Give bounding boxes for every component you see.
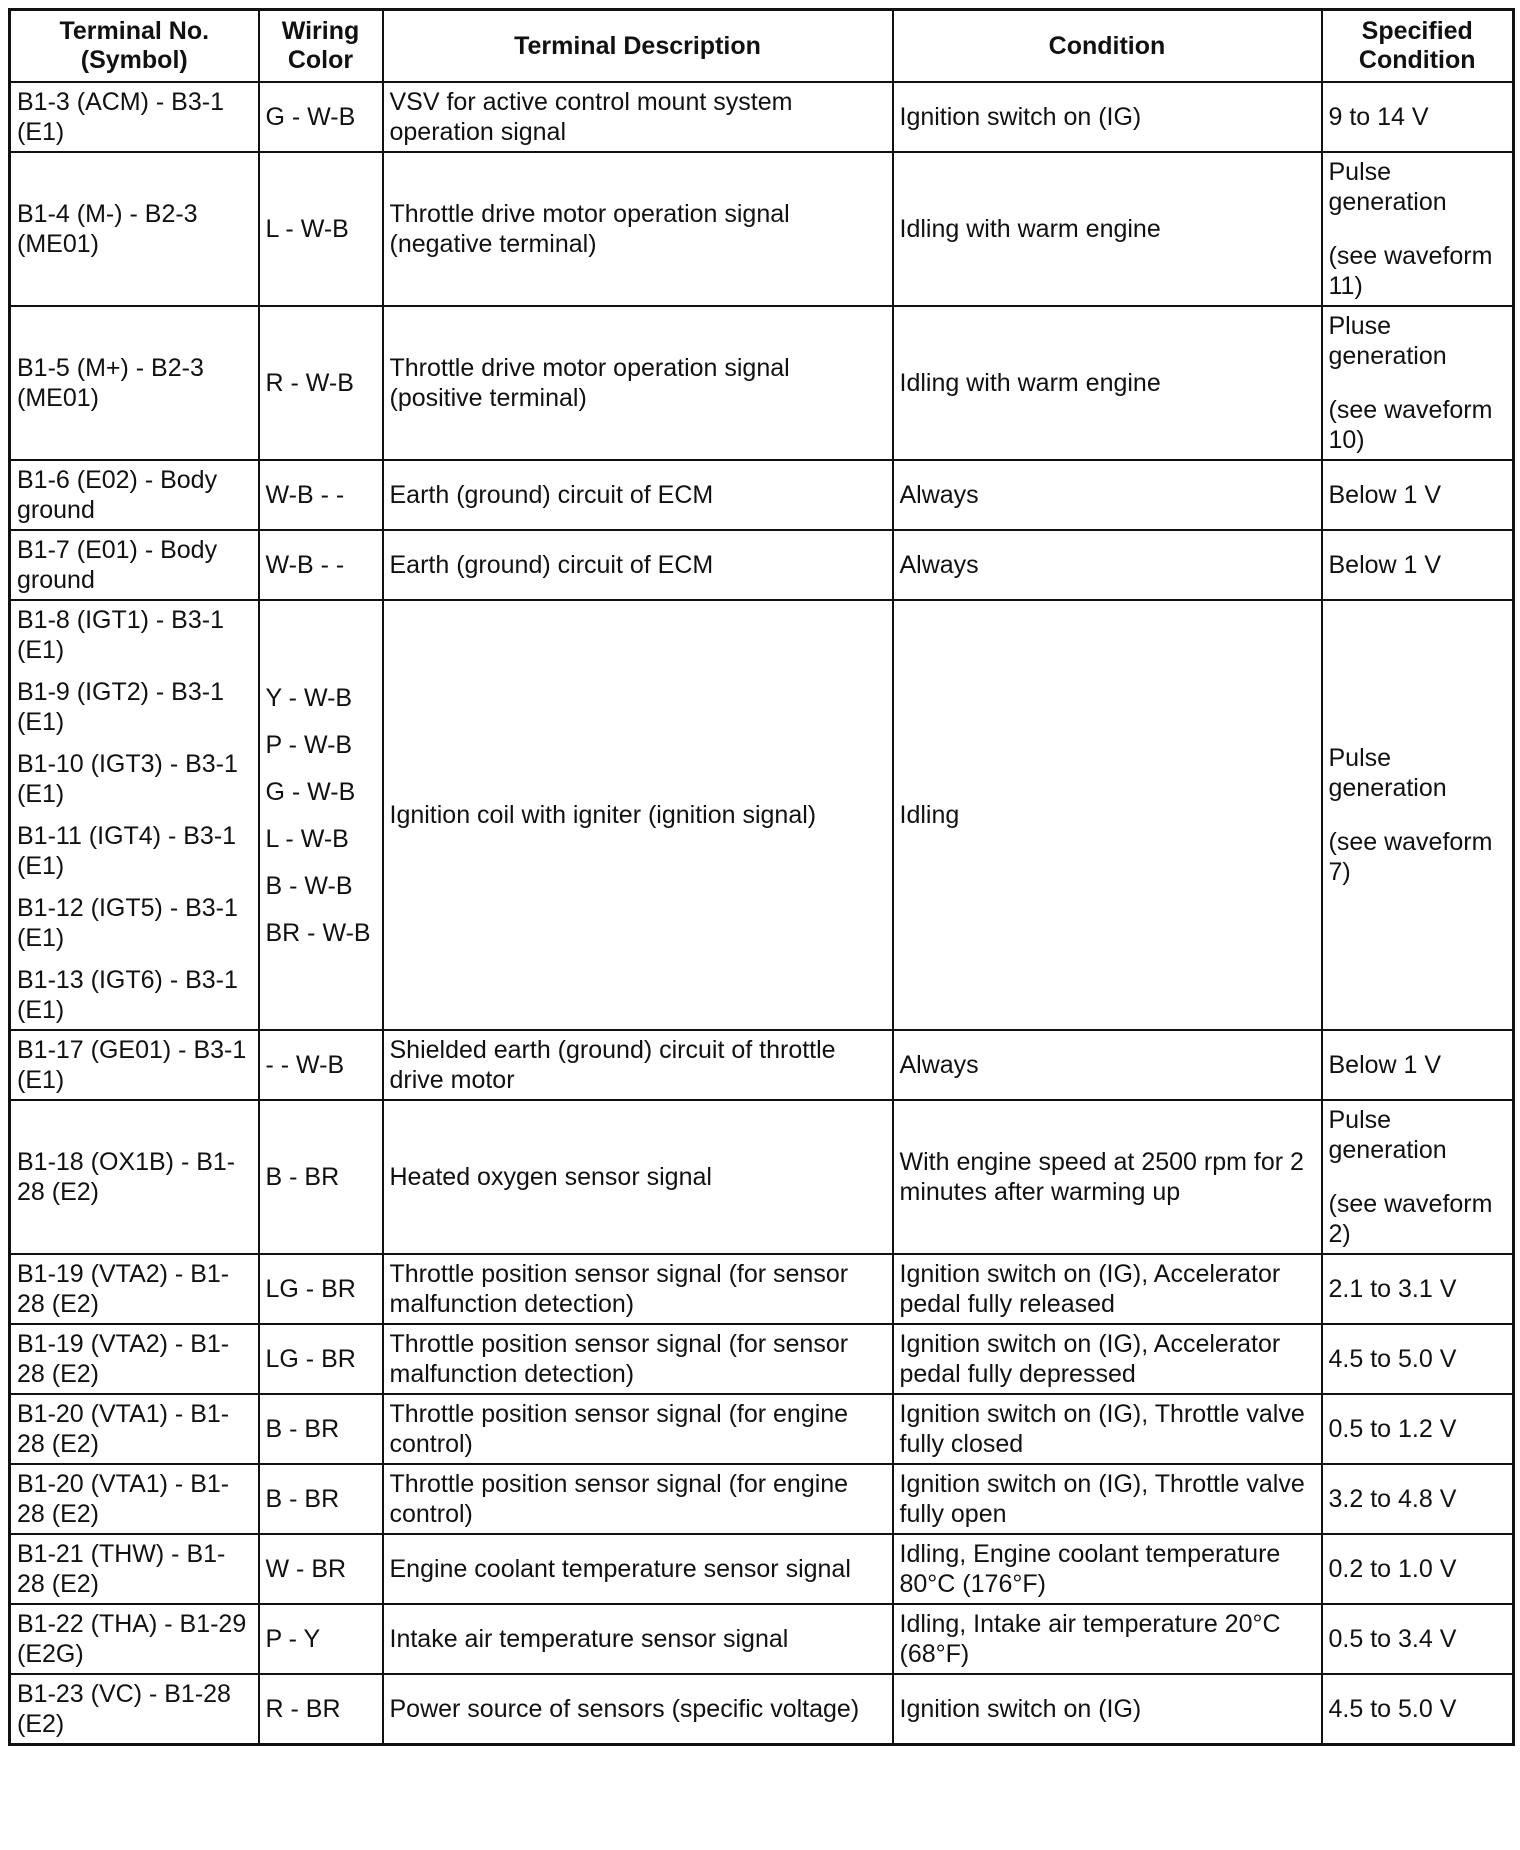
terminal-line: B1-13 (IGT6) - B3-1 (E1) <box>17 966 238 1024</box>
cell-wiring-color: LG - BR <box>259 1324 383 1394</box>
cell-description: Throttle drive motor operation signal (negative terminal) <box>383 152 893 306</box>
cell-terminal-group <box>10 600 259 1030</box>
cell-condition: Idling, Intake air temperature 20°C (68°F) <box>893 1604 1322 1674</box>
terminal-line: B1-9 (IGT2) - B3-1 (E1) <box>17 678 224 736</box>
table-row <box>10 1534 1514 1604</box>
cell-description: Power source of sensors (specific voltage) <box>383 1674 893 1745</box>
header-terminal-no-line1: Terminal No. <box>59 17 210 45</box>
cell-description: Throttle drive motor operation signal (positive terminal) <box>383 306 893 460</box>
cell-terminal: B1-20 (VTA1) - B1-28 (E2) <box>10 1464 259 1534</box>
terminal-line: B1-10 (IGT3) - B3-1 (E1) <box>17 750 238 808</box>
cell-specified: 0.5 to 3.4 V <box>1322 1604 1514 1674</box>
cell-description: Ignition coil with igniter (ignition signal) <box>383 600 893 1030</box>
cell-description: Shielded earth (ground) circuit of throttle drive motor <box>383 1030 893 1100</box>
cell-description: Intake air temperature sensor signal <box>383 1604 893 1674</box>
header-terminal-no-line2: (Symbol) <box>80 46 188 74</box>
table-row <box>10 530 1514 600</box>
cell-condition: With engine speed at 2500 rpm for 2 minutes after warming up <box>893 1100 1322 1254</box>
cell-terminal: B1-17 (GE01) - B3-1 (E1) <box>10 1030 259 1100</box>
specified-line: Pluse generation <box>1328 312 1447 370</box>
table-row <box>10 460 1514 530</box>
table-row <box>10 1324 1514 1394</box>
wiring-line: P - W-B <box>265 730 353 759</box>
cell-description: Earth (ground) circuit of ECM <box>383 460 893 530</box>
header-specified-condition-line2: Condition <box>1358 46 1476 74</box>
cell-condition: Idling with warm engine <box>893 306 1322 460</box>
specified-waveform-ref: (see waveform 2) <box>1328 1190 1493 1248</box>
cell-terminal: B1-20 (VTA1) - B1-28 (E2) <box>10 1394 259 1464</box>
table-row <box>10 152 1514 306</box>
cell-condition: Ignition switch on (IG), Throttle valve fully closed <box>893 1394 1322 1464</box>
cell-specified <box>1322 600 1514 1030</box>
cell-description: VSV for active control mount system operation signal <box>383 82 893 152</box>
cell-terminal: B1-19 (VTA2) - B1-28 (E2) <box>10 1324 259 1394</box>
specified-line: Pulse generation <box>1328 744 1447 802</box>
wiring-line: BR - W-B <box>265 918 371 947</box>
cell-terminal: B1-7 (E01) - Body ground <box>10 530 259 600</box>
cell-terminal: B1-3 (ACM) - B3-1 (E1) <box>10 82 259 152</box>
terminal-line: B1-12 (IGT5) - B3-1 (E1) <box>17 894 238 952</box>
cell-terminal: B1-6 (E02) - Body ground <box>10 460 259 530</box>
cell-terminal: B1-4 (M-) - B2-3 (ME01) <box>10 152 259 306</box>
cell-specified: Below 1 V <box>1322 460 1514 530</box>
cell-specified <box>1322 152 1514 306</box>
cell-specified <box>1322 306 1514 460</box>
specified-waveform-ref: (see waveform 10) <box>1328 396 1493 454</box>
cell-specified: 4.5 to 5.0 V <box>1322 1324 1514 1394</box>
ecm-terminal-table <box>8 8 1515 1746</box>
cell-terminal: B1-19 (VTA2) - B1-28 (E2) <box>10 1254 259 1324</box>
table-row <box>10 600 1514 1030</box>
cell-specified <box>1322 1100 1514 1254</box>
cell-wiring-color: R - BR <box>259 1674 383 1745</box>
cell-terminal: B1-21 (THW) - B1-28 (E2) <box>10 1534 259 1604</box>
cell-description: Throttle position sensor signal (for sensor malfunction detection) <box>383 1254 893 1324</box>
table-row <box>10 1030 1514 1100</box>
table-row <box>10 1100 1514 1254</box>
wiring-line: L - W-B <box>265 824 349 853</box>
cell-wiring-color: L - W-B <box>259 152 383 306</box>
table-row <box>10 1464 1514 1534</box>
cell-wiring-color: - - W-B <box>259 1030 383 1100</box>
specified-line: Pulse generation <box>1328 1106 1447 1164</box>
cell-wiring-color: P - Y <box>259 1604 383 1674</box>
specified-waveform-ref: (see waveform 11) <box>1328 242 1493 300</box>
cell-wiring-color: B - BR <box>259 1464 383 1534</box>
cell-condition: Always <box>893 460 1322 530</box>
cell-description: Earth (ground) circuit of ECM <box>383 530 893 600</box>
cell-condition: Ignition switch on (IG), Accelerator pedal fully depressed <box>893 1324 1322 1394</box>
header-specified-condition-line1: Specified <box>1361 17 1473 45</box>
cell-condition: Always <box>893 530 1322 600</box>
table-row <box>10 1674 1514 1745</box>
cell-terminal: B1-23 (VC) - B1-28 (E2) <box>10 1674 259 1745</box>
cell-condition: Idling, Engine coolant temperature 80°C (176°F) <box>893 1534 1322 1604</box>
cell-wiring-color: G - W-B <box>259 82 383 152</box>
cell-wiring-color-group <box>259 600 383 1030</box>
header-specified-condition <box>1322 10 1514 83</box>
cell-wiring-color: LG - BR <box>259 1254 383 1324</box>
cell-condition: Always <box>893 1030 1322 1100</box>
cell-condition: Ignition switch on (IG), Throttle valve fully open <box>893 1464 1322 1534</box>
terminal-table-sheet <box>8 8 1512 1843</box>
cell-description: Engine coolant temperature sensor signal <box>383 1534 893 1604</box>
header-wiring-color-line1: Wiring <box>281 17 360 45</box>
terminal-line: B1-8 (IGT1) - B3-1 (E1) <box>17 606 224 664</box>
wiring-line: Y - W-B <box>265 683 353 712</box>
wiring-line: G - W-B <box>265 777 356 806</box>
cell-description: Heated oxygen sensor signal <box>383 1100 893 1254</box>
cell-description: Throttle position sensor signal (for sensor malfunction detection) <box>383 1324 893 1394</box>
cell-wiring-color: B - BR <box>259 1394 383 1464</box>
cell-wiring-color: W - BR <box>259 1534 383 1604</box>
header-terminal-no <box>10 10 259 83</box>
table-header-row <box>10 10 1514 83</box>
cell-specified: Below 1 V <box>1322 530 1514 600</box>
wiring-line: B - W-B <box>265 871 353 900</box>
cell-wiring-color: W-B - - <box>259 530 383 600</box>
cell-specified: 2.1 to 3.1 V <box>1322 1254 1514 1324</box>
table-row <box>10 1604 1514 1674</box>
cell-specified: Below 1 V <box>1322 1030 1514 1100</box>
terminal-line: B1-11 (IGT4) - B3-1 (E1) <box>17 822 237 880</box>
header-wiring-color <box>259 10 383 83</box>
cell-wiring-color: R - W-B <box>259 306 383 460</box>
specified-line: Pulse generation <box>1328 158 1447 216</box>
cell-description: Throttle position sensor signal (for engine control) <box>383 1464 893 1534</box>
cell-condition: Idling <box>893 600 1322 1030</box>
cell-condition: Ignition switch on (IG) <box>893 1674 1322 1745</box>
cell-specified: 0.2 to 1.0 V <box>1322 1534 1514 1604</box>
cell-terminal: B1-5 (M+) - B2-3 (ME01) <box>10 306 259 460</box>
cell-condition: Ignition switch on (IG), Accelerator pedal fully released <box>893 1254 1322 1324</box>
cell-specified: 4.5 to 5.0 V <box>1322 1674 1514 1745</box>
header-terminal-description: Terminal Description <box>383 10 893 83</box>
cell-condition: Idling with warm engine <box>893 152 1322 306</box>
cell-wiring-color: W-B - - <box>259 460 383 530</box>
cell-specified: 9 to 14 V <box>1322 82 1514 152</box>
table-row <box>10 82 1514 152</box>
header-condition: Condition <box>893 10 1322 83</box>
cell-wiring-color: B - BR <box>259 1100 383 1254</box>
cell-specified: 0.5 to 1.2 V <box>1322 1394 1514 1464</box>
table-row <box>10 1394 1514 1464</box>
cell-description: Throttle position sensor signal (for engine control) <box>383 1394 893 1464</box>
cell-terminal: B1-18 (OX1B) - B1-28 (E2) <box>10 1100 259 1254</box>
specified-waveform-ref: (see waveform 7) <box>1328 828 1493 886</box>
table-row <box>10 1254 1514 1324</box>
cell-condition: Ignition switch on (IG) <box>893 82 1322 152</box>
table-row <box>10 306 1514 460</box>
header-wiring-color-line2: Color <box>287 46 354 74</box>
cell-specified: 3.2 to 4.8 V <box>1322 1464 1514 1534</box>
cell-terminal: B1-22 (THA) - B1-29 (E2G) <box>10 1604 259 1674</box>
